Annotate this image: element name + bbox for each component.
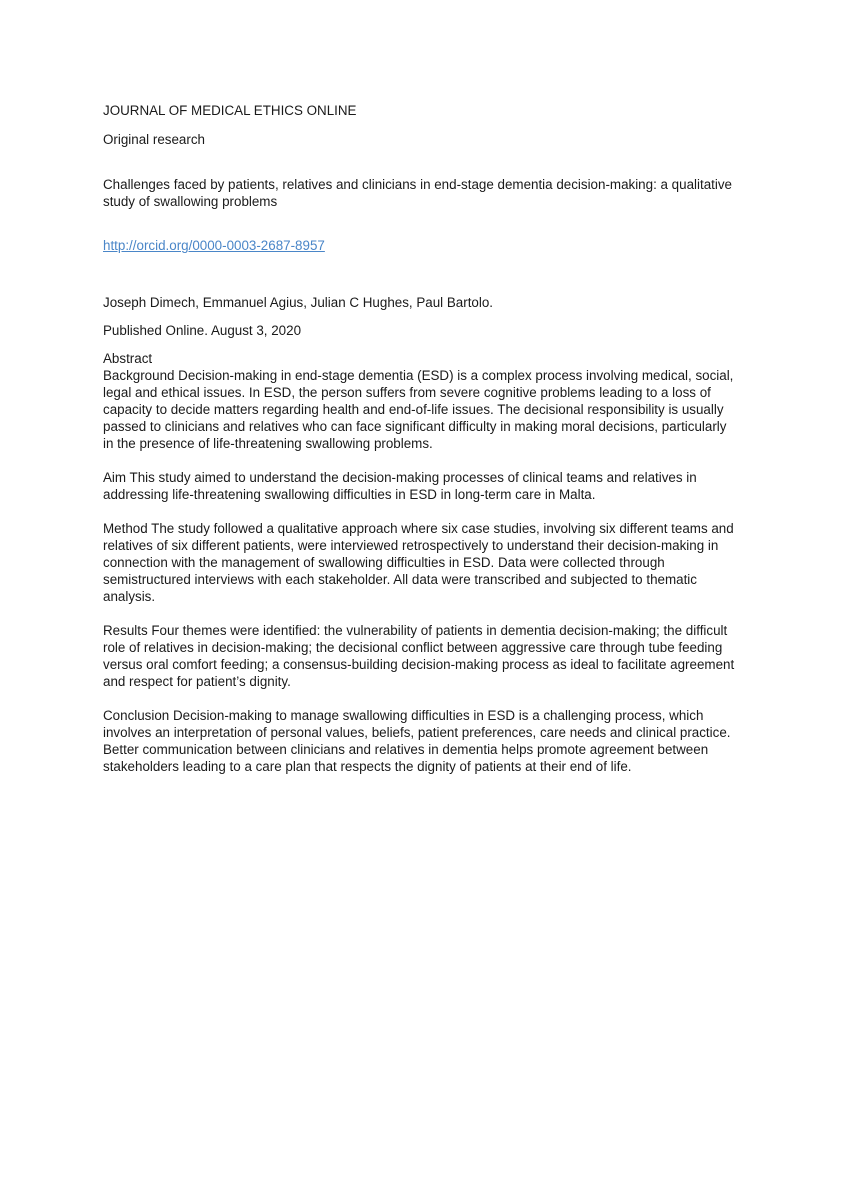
text-line: connection with the management of swallowing difficulties in ESD. Data were collected through: [103, 555, 665, 570]
text-line: in the presence of life-threatening swallowing problems.: [103, 436, 433, 451]
text-line: legal and ethical issues. In ESD, the person suffers from severe cognitive problems leading to a loss of: [103, 385, 711, 400]
text-line: Aim This study aimed to understand the decision-making processes of clinical teams and relatives in: [103, 470, 697, 485]
text-line: Better communication between clinicians and relatives in dementia helps promote agreement between: [103, 742, 709, 757]
text-line: addressing life-threatening swallowing difficulties in ESD in long-term care in Malta.: [103, 487, 596, 502]
publication-date: Published Online. August 3, 2020: [103, 323, 302, 338]
text-line: passed to clinicians and relatives who can face significant difficulty in making moral decisions, particularly: [103, 419, 727, 434]
abstract-conclusion: [103, 707, 753, 775]
text-line: semistructured interviews with each stakeholder. All data were transcribed and subjected to thematic: [103, 572, 697, 587]
abstract-background: [103, 367, 753, 452]
article-type: Original research: [103, 132, 205, 147]
document-page: [103, 102, 753, 792]
orcid-link[interactable]: http://orcid.org/0000-0003-2687-8957: [103, 238, 325, 253]
text-line: involves an interpretation of personal values, beliefs, patient preferences, care needs and clinical practice.: [103, 725, 731, 740]
abstract-results: [103, 622, 753, 690]
abstract-heading: Abstract: [103, 351, 153, 366]
text-line: versus oral comfort feeding; a consensus-building decision-making process as ideal to facilitate agreement: [103, 657, 735, 672]
title-line: study of swallowing problems: [103, 194, 278, 209]
text-line: analysis.: [103, 589, 156, 604]
title-line: Challenges faced by patients, relatives and clinicians in end-stage dementia decision-making: a qualitative: [103, 177, 732, 192]
abstract-section: [103, 350, 753, 775]
text-line: capacity to decide matters regarding health and end-of-life issues. The decisional responsibility is usually: [103, 402, 724, 417]
text-line: Method The study followed a qualitative approach where six case studies, involving six different teams and: [103, 521, 734, 536]
text-line: Results Four themes were identified: the vulnerability of patients in dementia decision-making; the difficult: [103, 623, 728, 638]
text-line: Background Decision-making in end-stage dementia (ESD) is a complex process involving medical, social,: [103, 368, 734, 383]
text-line: Conclusion Decision-making to manage swallowing difficulties in ESD is a challenging process, which: [103, 708, 704, 723]
text-line: and respect for patient’s dignity.: [103, 674, 291, 689]
text-line: relatives of six different patients, were interviewed retrospectively to understand their decision-making in: [103, 538, 719, 553]
text-line: role of relatives in decision-making; the decisional conflict between aggressive care through tube feeding: [103, 640, 723, 655]
text-line: stakeholders leading to a care plan that respects the dignity of patients at their end of life.: [103, 759, 632, 774]
abstract-method: [103, 520, 753, 605]
journal-name: JOURNAL OF MEDICAL ETHICS ONLINE: [103, 103, 357, 118]
article-title: [103, 176, 753, 210]
author-list: Joseph Dimech, Emmanuel Agius, Julian C Hughes, Paul Bartolo.: [103, 295, 494, 310]
abstract-aim: [103, 469, 753, 503]
